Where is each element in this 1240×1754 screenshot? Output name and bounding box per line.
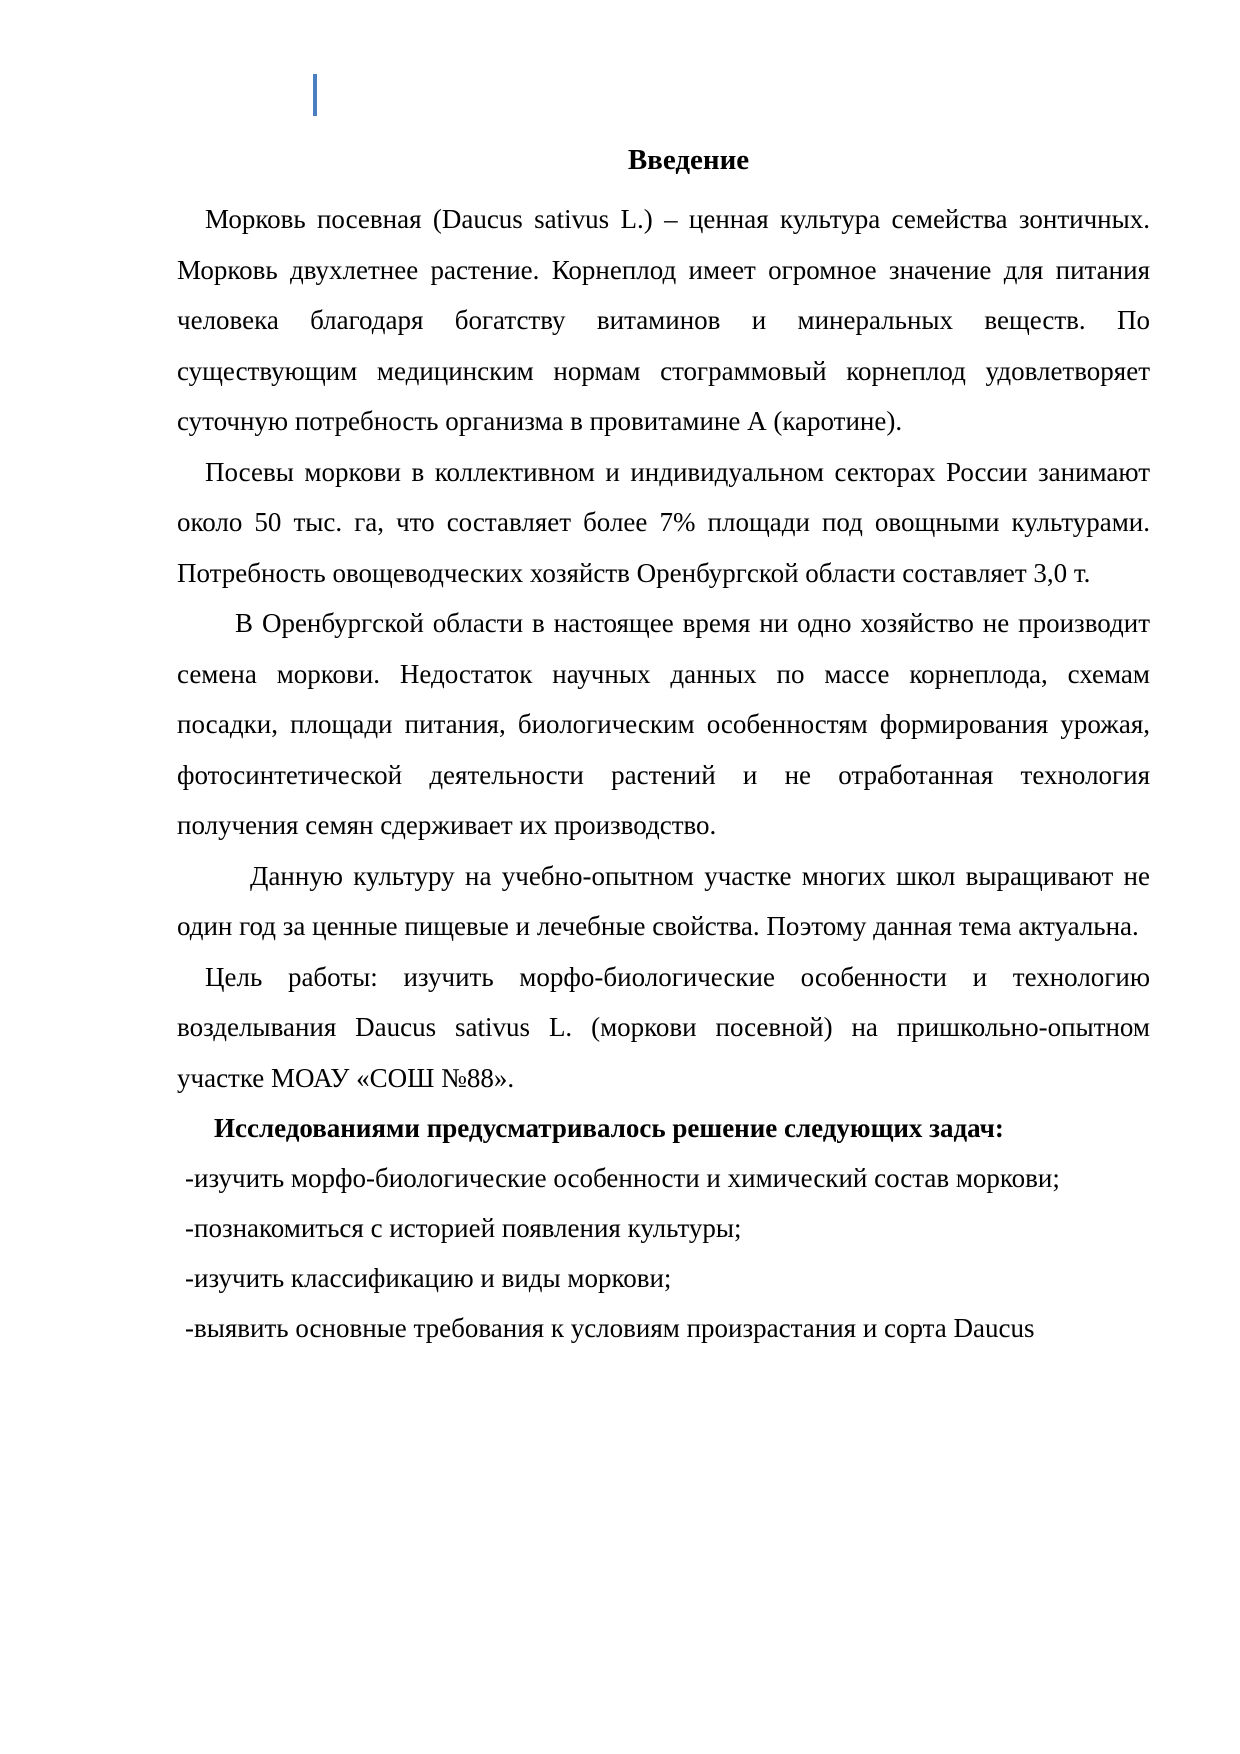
paragraph-intro: Морковь посевная (Daucus sativus L.) – ценная культура семейства зонтичных. Морковь двухлетнее растение. Корнеплод имеет огромное значение для питания человека благодаря богатству витаминов и минеральных веществ. По существующим медицинским нормам стограммовый корнеплод удовлетворяет суточную потребность организма в провитамине А (каротине). <box>177 204 1150 436</box>
paragraph-relevance: Данную культуру на учебно-опытном участке многих школ выращивают не один год за ценные пищевые и лечебные свойства. Поэтому данная тема актуальна. <box>177 860 1150 941</box>
text-cursor <box>313 74 317 116</box>
task-list <box>177 1153 1150 1353</box>
paragraph-orenburg: В Оренбургской области в настоящее время ни одно хозяйство не производит семена моркови. Недостаток научных данных по массе корнеплода, схемам посадки, площади питания, биологическим особенностям формирования урожая, фотосинтетической деятельности растений и не отработанная технология получения семян сдерживает их производство. <box>177 608 1150 840</box>
list-item: -изучить классификацию и виды моркови; <box>185 1263 672 1293</box>
list-item: -выявить основные требования к условиям произрастания и сорта Daucus <box>185 1313 1035 1343</box>
list-item: -познакомиться с историей появления культуры; <box>185 1213 742 1243</box>
paragraph-sowing-area: Посевы моркови в коллективном и индивидуальном секторах России занимают около 50 тыс. га, что составляет более 7% площади под овощными культурами. Потребность овощеводческих хозяйств Оренбургской области составляет 3,0 т. <box>177 456 1150 588</box>
paragraph-goal: Цель работы: изучить морфо-биологические особенности и технологию возделывания Daucus sativus L. (моркови посевной) на пришкольно-опытном участке МОАУ «СОШ №88». <box>177 961 1150 1093</box>
page-title: Введение <box>627 144 750 176</box>
tasks-heading: Исследованиями предусматривалось решение следующих задач: <box>214 1113 1004 1143</box>
list-item: -изучить морфо-биологические особенности и химический состав моркови; <box>185 1163 1060 1193</box>
document-page <box>177 140 1150 1353</box>
